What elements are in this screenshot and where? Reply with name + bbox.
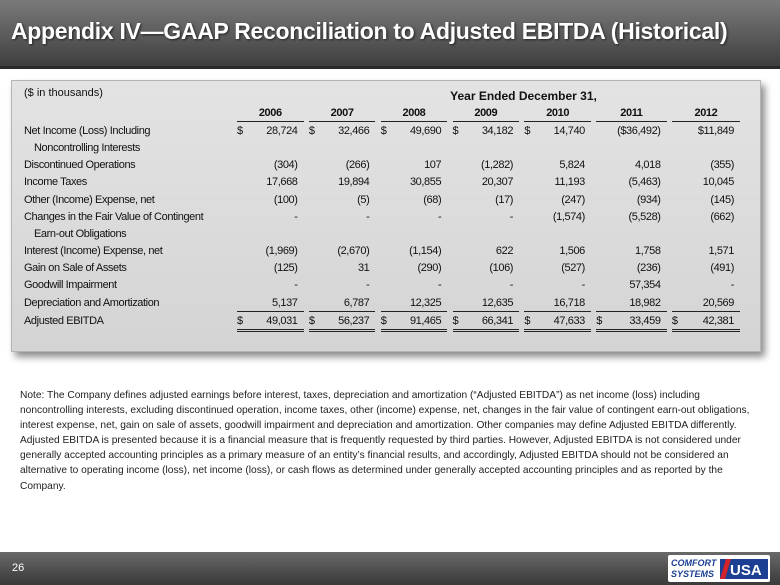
value-cell: 6,787 — [320, 294, 375, 312]
table-row — [24, 139, 740, 156]
value-cell: 17,668 — [266, 176, 298, 189]
currency-symbol: $ — [452, 124, 459, 137]
value-cell: 1,758 — [635, 245, 661, 258]
table-row — [24, 277, 740, 294]
value-cell: (491) — [710, 262, 734, 275]
period-heading: Year Ended December 31, — [450, 89, 597, 103]
value-cell: 16,718 — [536, 294, 591, 312]
currency-symbol — [237, 174, 248, 191]
currency-symbol — [672, 191, 683, 208]
value-cell: $11,849 — [697, 124, 734, 137]
value-cell: (145) — [710, 193, 734, 206]
currency-symbol — [596, 139, 607, 156]
value-cell: 31 — [357, 262, 370, 275]
reconciliation-table — [24, 104, 740, 332]
currency-symbol: $ — [672, 312, 683, 331]
value-cell: 11,193 — [554, 176, 585, 189]
value-cell: (17) — [495, 193, 514, 206]
value-cell: 30,855 — [409, 176, 442, 189]
currency-symbol: $ — [308, 124, 315, 137]
value-cell: 622 — [495, 245, 514, 258]
currency-symbol — [237, 139, 248, 156]
value-cell — [392, 225, 447, 242]
currency-symbol — [596, 260, 607, 277]
footnote: Note: The Company defines adjusted earnings before interest, taxes, depreciation and amortization (“Adjusted EBITDA”) as net income (loss) including noncontrolling interests, excluding discontinued operation, income taxes, other (income) expense, net, changes in the fair value of contingent earn-out obligations, interest expense, net, gain on sale of assets, goodwill impairment and depreciation and amortization. Other companies may define Adjusted EBITDA differently. Adjusted EBITDA is presented because it is a financial measure that is frequently requested by third parties. However, Adjusted EBITDA is not considered under generally accepted accounting principles as a primary measure of an entity’s financial results, and accordingly, Adjusted EBITDA should not be considered an alternative to operating income (loss), net income (loss), or cash flows as determined under generally accepted accounting principles and as reported by the Company. — [20, 390, 750, 492]
currency-symbol: $ — [524, 124, 531, 137]
currency-symbol — [453, 243, 464, 260]
currency-symbol — [237, 243, 248, 260]
logo-line1: COMFORT — [671, 558, 717, 568]
value-cell: 42,381 — [683, 312, 740, 331]
currency-symbol — [524, 139, 535, 156]
value-cell: (68) — [423, 193, 442, 206]
value-cell: (266) — [345, 159, 370, 172]
currency-symbol — [309, 243, 320, 260]
currency-symbol — [524, 243, 535, 260]
currency-symbol — [524, 208, 535, 225]
currency-symbol — [381, 294, 392, 312]
currency-symbol — [309, 191, 320, 208]
currency-symbol — [237, 260, 248, 277]
value-cell: (1,154) — [409, 245, 442, 258]
value-cell — [464, 225, 519, 242]
value-cell: (247) — [561, 193, 585, 206]
value-cell: (5,463) — [628, 176, 661, 189]
currency-symbol — [453, 157, 464, 174]
currency-symbol — [381, 277, 392, 294]
value-cell: 49,031 — [248, 312, 303, 331]
currency-symbol — [309, 277, 320, 294]
value-cell: 4,018 — [635, 159, 661, 172]
currency-symbol: $ — [380, 124, 387, 137]
currency-symbol — [453, 277, 464, 294]
currency-symbol — [672, 139, 683, 156]
currency-symbol — [237, 157, 248, 174]
row-label: Interest (Income) Expense, net — [24, 245, 163, 258]
value-cell: (5) — [357, 193, 370, 206]
table-row — [24, 312, 740, 331]
currency-symbol: $ — [596, 312, 607, 331]
value-cell: - — [509, 279, 514, 292]
value-cell — [683, 139, 740, 156]
currency-symbol — [237, 225, 248, 242]
currency-symbol — [237, 208, 248, 225]
value-cell: - — [366, 210, 370, 223]
value-cell: - — [366, 279, 370, 292]
currency-symbol — [309, 294, 320, 312]
currency-symbol — [524, 225, 535, 242]
currency-symbol — [524, 191, 535, 208]
currency-symbol — [381, 208, 392, 225]
value-cell: 66,341 — [464, 312, 519, 331]
value-cell — [248, 225, 303, 242]
value-cell — [683, 225, 740, 242]
currency-symbol — [381, 174, 392, 191]
row-label: Adjusted EBITDA — [24, 315, 104, 328]
reconciliation-panel — [11, 80, 761, 352]
value-cell: (304) — [273, 159, 298, 172]
currency-symbol — [381, 260, 392, 277]
table-row — [24, 243, 740, 260]
value-cell: ($36,492) — [617, 124, 661, 137]
comfort-systems-usa-logo — [668, 555, 770, 582]
currency-symbol: $ — [237, 312, 248, 331]
value-cell: 12,635 — [464, 294, 519, 312]
value-cell: (2,670) — [337, 245, 370, 258]
currency-symbol — [309, 174, 320, 191]
year-header: 2010 — [524, 104, 591, 122]
value-cell: 49,690 — [409, 124, 442, 137]
value-cell: 1,571 — [708, 245, 734, 258]
value-cell — [464, 139, 519, 156]
value-cell: 33,459 — [607, 312, 666, 331]
currency-symbol — [596, 277, 607, 294]
value-cell: (125) — [273, 262, 298, 275]
value-cell: - — [437, 279, 442, 292]
value-cell: (100) — [273, 193, 298, 206]
value-cell: (1,969) — [265, 245, 298, 258]
currency-symbol: $ — [381, 312, 392, 331]
year-header-row — [24, 104, 740, 122]
table-row — [24, 294, 740, 312]
value-cell: (1,282) — [481, 159, 514, 172]
row-label: Net Income (Loss) Including — [24, 124, 151, 137]
value-cell: 12,325 — [392, 294, 447, 312]
row-label: Goodwill Impairment — [24, 279, 117, 292]
currency-symbol — [237, 191, 248, 208]
value-cell — [392, 139, 447, 156]
currency-symbol — [381, 139, 392, 156]
value-cell: 19,894 — [338, 176, 370, 189]
table-row — [24, 191, 740, 208]
value-cell: 34,182 — [481, 124, 514, 137]
logo-mark: USA — [730, 562, 762, 579]
logo-line2: SYSTEMS — [671, 569, 715, 579]
year-header: 2007 — [309, 104, 376, 122]
header-spacer — [24, 104, 232, 122]
currency-symbol — [596, 122, 607, 140]
currency-symbol — [453, 225, 464, 242]
value-cell: - — [581, 279, 585, 292]
value-cell — [248, 139, 303, 156]
year-header: 2011 — [596, 104, 666, 122]
currency-symbol — [453, 294, 464, 312]
value-cell: (5,528) — [628, 210, 661, 223]
row-label: Depreciation and Amortization — [24, 296, 160, 309]
page-title: Appendix IV—GAAP Reconciliation to Adjusted EBITDA (Historical) — [11, 18, 728, 44]
value-cell: - — [509, 210, 514, 223]
currency-symbol — [596, 208, 607, 225]
currency-symbol — [596, 243, 607, 260]
currency-symbol: $ — [524, 312, 535, 331]
year-header: 2009 — [453, 104, 520, 122]
page-number: 26 — [12, 562, 25, 574]
currency-symbol — [672, 277, 683, 294]
year-header: 2012 — [672, 104, 740, 122]
value-cell: 18,982 — [607, 294, 666, 312]
value-cell: 5,137 — [248, 294, 303, 312]
currency-symbol — [453, 191, 464, 208]
value-cell: 28,724 — [266, 124, 298, 137]
currency-symbol — [309, 157, 320, 174]
value-cell: 57,354 — [629, 279, 661, 292]
value-cell: 10,045 — [702, 176, 734, 189]
currency-symbol: $ — [237, 124, 243, 137]
value-cell: 91,465 — [392, 312, 447, 331]
currency-symbol — [237, 294, 248, 312]
currency-symbol — [672, 122, 683, 140]
value-cell: (106) — [489, 262, 514, 275]
table-row — [24, 174, 740, 191]
currency-symbol — [309, 260, 320, 277]
currency-symbol — [672, 208, 683, 225]
row-label: Discontinued Operations — [24, 159, 136, 172]
table-row — [24, 122, 740, 140]
value-cell — [320, 139, 375, 156]
currency-symbol — [596, 174, 607, 191]
row-label: Other (Income) Expense, net — [24, 193, 155, 206]
value-cell — [607, 225, 666, 242]
currency-symbol — [309, 139, 320, 156]
table-row — [24, 260, 740, 277]
value-cell: - — [437, 210, 442, 223]
currency-symbol — [453, 139, 464, 156]
currency-symbol — [596, 191, 607, 208]
currency-symbol — [524, 277, 535, 294]
row-label: Noncontrolling Interests — [34, 141, 140, 154]
currency-symbol — [524, 157, 535, 174]
currency-symbol — [672, 294, 683, 312]
currency-symbol — [309, 225, 320, 242]
value-cell: 20,307 — [481, 176, 514, 189]
currency-symbol: $ — [309, 312, 320, 331]
row-label: Earn-out Obligations — [34, 227, 127, 240]
value-cell: 14,740 — [553, 124, 585, 137]
currency-symbol — [596, 225, 607, 242]
year-header: 2006 — [237, 104, 304, 122]
value-cell: 47,633 — [536, 312, 591, 331]
currency-symbol — [672, 157, 683, 174]
value-cell: - — [294, 279, 298, 292]
value-cell — [607, 139, 666, 156]
value-cell: 32,466 — [338, 124, 370, 137]
units-label: ($ in thousands) — [24, 87, 103, 99]
currency-symbol — [672, 243, 683, 260]
year-header: 2008 — [381, 104, 448, 122]
currency-symbol — [596, 294, 607, 312]
value-cell: 1,506 — [559, 245, 585, 258]
currency-symbol — [309, 208, 320, 225]
currency-symbol — [672, 225, 683, 242]
currency-symbol — [453, 260, 464, 277]
value-cell: (236) — [636, 262, 661, 275]
currency-symbol — [453, 174, 464, 191]
currency-symbol — [524, 260, 535, 277]
value-cell — [536, 225, 591, 242]
currency-symbol — [381, 225, 392, 242]
currency-symbol — [381, 157, 392, 174]
value-cell — [536, 139, 591, 156]
value-cell: 5,824 — [559, 159, 585, 172]
value-cell: 107 — [424, 159, 442, 172]
table-row — [24, 225, 740, 242]
currency-symbol — [381, 191, 392, 208]
currency-symbol — [524, 174, 535, 191]
footer-bar — [0, 552, 780, 585]
value-cell: - — [294, 210, 298, 223]
table-row — [24, 157, 740, 174]
currency-symbol — [237, 277, 248, 294]
title-bar — [0, 0, 780, 69]
value-cell: (934) — [636, 193, 661, 206]
table-row — [24, 208, 740, 225]
currency-symbol — [453, 208, 464, 225]
currency-symbol — [672, 174, 683, 191]
row-label: Income Taxes — [24, 176, 87, 189]
value-cell: (290) — [417, 262, 442, 275]
value-cell: 56,237 — [320, 312, 375, 331]
currency-symbol — [381, 243, 392, 260]
currency-symbol — [524, 294, 535, 312]
currency-symbol — [596, 157, 607, 174]
value-cell: 20,569 — [683, 294, 740, 312]
value-cell: (355) — [710, 159, 734, 172]
row-label: Changes in the Fair Value of Contingent — [24, 210, 204, 223]
value-cell: (662) — [710, 210, 734, 223]
value-cell: - — [730, 279, 734, 292]
value-cell — [320, 225, 375, 242]
row-label: Gain on Sale of Assets — [24, 262, 127, 275]
value-cell: (1,574) — [552, 210, 585, 223]
currency-symbol: $ — [453, 312, 464, 331]
currency-symbol — [672, 260, 683, 277]
value-cell: (527) — [561, 262, 585, 275]
